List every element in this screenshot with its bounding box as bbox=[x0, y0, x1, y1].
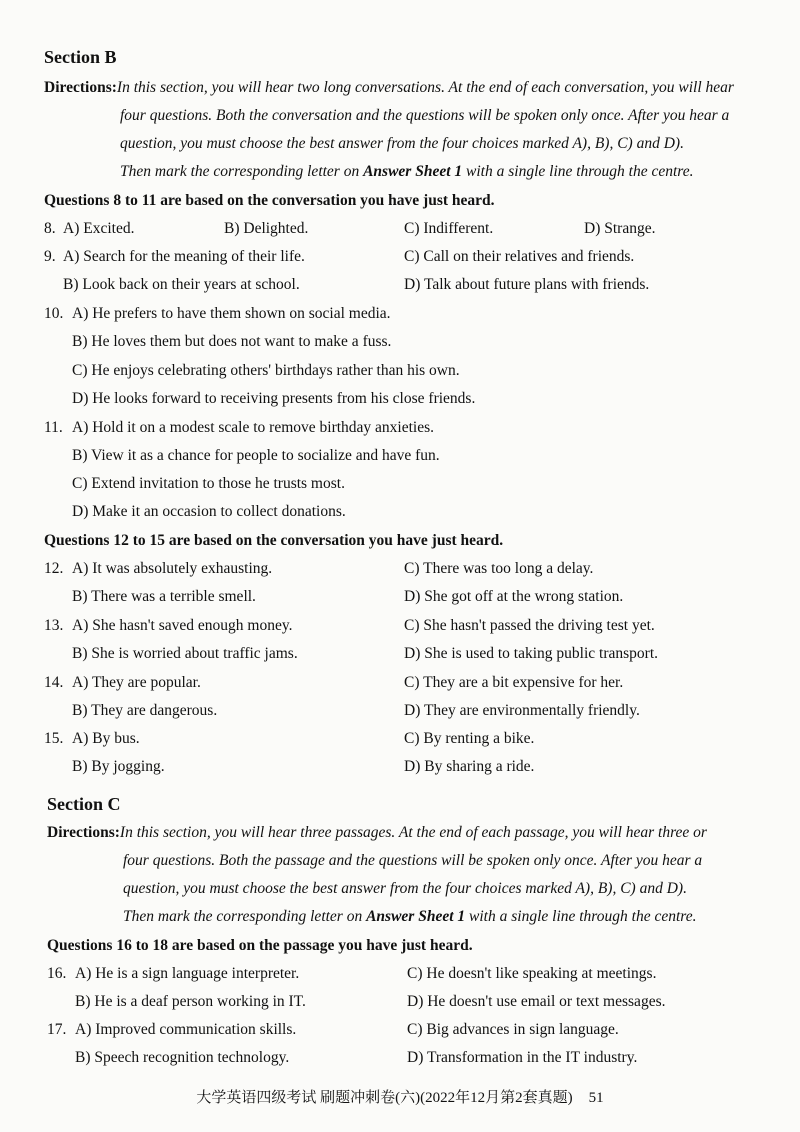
question-16-option-b: B) He is a deaf person working in IT. bbox=[75, 993, 306, 1010]
question-11-option-a: A) Hold it on a modest scale to remove birthday anxieties. bbox=[72, 419, 435, 436]
section-b-directions-line3: question, you must choose the best answer from the four choices marked A), B), C) and D). bbox=[120, 135, 684, 152]
question-9-option-c: C) Call on their relatives and friends. bbox=[404, 248, 635, 265]
question-14-option-c: C) They are a bit expensive for her. bbox=[404, 674, 624, 691]
section-b-directions-line4 bbox=[120, 162, 693, 182]
section-c-directions-line1 bbox=[47, 823, 707, 843]
question-8-option-c: C) Indifferent. bbox=[404, 220, 494, 237]
question-8-option-d: D) Strange. bbox=[584, 220, 656, 237]
question-15-number: 15. bbox=[44, 730, 64, 747]
question-12-option-c: C) There was too long a delay. bbox=[404, 560, 594, 577]
question-13-option-c: C) She hasn't passed the driving test yet. bbox=[404, 617, 655, 634]
section-c-directions-line2: four questions. Both the passage and the questions will be spoken only once. After you hear a bbox=[123, 852, 703, 869]
question-11-option-c: C) Extend invitation to those he trusts most. bbox=[72, 475, 345, 492]
question-10-option-c: C) He enjoys celebrating others' birthdays rather than his own. bbox=[72, 362, 460, 379]
directions-text: In this section, you will hear three passages. At the end of each passage, you will hear three or bbox=[119, 824, 707, 841]
question-12-number: 12. bbox=[44, 560, 64, 577]
directions-text: In this section, you will hear two long conversations. At the end of each conversation, you will hear bbox=[116, 79, 734, 96]
question-8-option-b: B) Delighted. bbox=[224, 220, 309, 237]
question-13-option-a: A) She hasn't saved enough money. bbox=[72, 617, 293, 634]
question-12-option-a: A) It was absolutely exhausting. bbox=[72, 560, 273, 577]
section-c-directions-line3: question, you must choose the best answer from the four choices marked A), B), C) and D). bbox=[123, 880, 687, 897]
directions-text: Then mark the corresponding letter on bbox=[120, 163, 364, 180]
question-10-option-a: A) He prefers to have them shown on social media. bbox=[72, 305, 391, 322]
question-8-option-a: A) Excited. bbox=[63, 220, 135, 237]
answer-sheet-ref: Answer Sheet 1 bbox=[363, 163, 463, 180]
question-15-option-c: C) By renting a bike. bbox=[404, 730, 535, 747]
question-9-option-d: D) Talk about future plans with friends. bbox=[404, 276, 650, 293]
question-14-option-a: A) They are popular. bbox=[72, 674, 201, 691]
question-13-number: 13. bbox=[44, 617, 64, 634]
page-footer bbox=[0, 1086, 800, 1107]
section-b-heading: Section B bbox=[44, 47, 117, 67]
questions-16-18-header: Questions 16 to 18 are based on the passage you have just heard. bbox=[47, 937, 473, 954]
question-17-option-a: A) Improved communication skills. bbox=[75, 1021, 297, 1038]
question-10-option-b: B) He loves them but does not want to make a fuss. bbox=[72, 333, 392, 350]
questions-12-15-header: Questions 12 to 15 are based on the conversation you have just heard. bbox=[44, 532, 504, 549]
question-17-option-b: B) Speech recognition technology. bbox=[75, 1049, 290, 1066]
question-17-option-d: D) Transformation in the IT industry. bbox=[407, 1049, 638, 1066]
directions-text: with a single line through the centre. bbox=[465, 908, 697, 925]
question-15-option-a: A) By bus. bbox=[72, 730, 140, 747]
question-10-option-d: D) He looks forward to receiving presents from his close friends. bbox=[72, 390, 476, 407]
question-11-option-d: D) Make it an occasion to collect donations. bbox=[72, 503, 346, 520]
directions-label: Directions: bbox=[44, 79, 117, 96]
question-17-option-c: C) Big advances in sign language. bbox=[407, 1021, 619, 1038]
question-8-number: 8. bbox=[44, 220, 56, 237]
question-12-option-b: B) There was a terrible smell. bbox=[72, 588, 256, 605]
question-16-number: 16. bbox=[47, 965, 67, 982]
question-13-option-b: B) She is worried about traffic jams. bbox=[72, 645, 298, 662]
question-9-option-a: A) Search for the meaning of their life. bbox=[63, 248, 305, 265]
question-16-option-c: C) He doesn't like speaking at meetings. bbox=[407, 965, 657, 982]
question-17-number: 17. bbox=[47, 1021, 67, 1038]
section-c-heading: Section C bbox=[47, 794, 121, 814]
question-15-option-b: B) By jogging. bbox=[72, 758, 165, 775]
questions-8-11-header: Questions 8 to 11 are based on the conversation you have just heard. bbox=[44, 192, 495, 209]
directions-text: Then mark the corresponding letter on bbox=[123, 908, 367, 925]
section-b-directions-line1 bbox=[44, 78, 734, 98]
footer-title: 大学英语四级考试 刷题冲刺卷(六)(2022年12月第2套真题) bbox=[196, 1090, 573, 1106]
section-b-directions-line2: four questions. Both the conversation and the questions will be spoken only once. After you hear a bbox=[120, 107, 730, 124]
question-11-number: 11. bbox=[44, 419, 63, 436]
question-15-option-d: D) By sharing a ride. bbox=[404, 758, 535, 775]
question-9-number: 9. bbox=[44, 248, 56, 265]
question-9-option-b: B) Look back on their years at school. bbox=[63, 276, 300, 293]
directions-text: with a single line through the centre. bbox=[462, 163, 694, 180]
question-16-option-d: D) He doesn't use email or text messages. bbox=[407, 993, 666, 1010]
question-11-option-b: B) View it as a chance for people to socialize and have fun. bbox=[72, 447, 440, 464]
answer-sheet-ref: Answer Sheet 1 bbox=[366, 908, 466, 925]
section-c-directions-line4 bbox=[123, 907, 696, 927]
question-14-option-b: B) They are dangerous. bbox=[72, 702, 218, 719]
question-14-option-d: D) They are environmentally friendly. bbox=[404, 702, 640, 719]
question-13-option-d: D) She is used to taking public transport. bbox=[404, 645, 658, 662]
page-number: 51 bbox=[588, 1090, 604, 1106]
question-12-option-d: D) She got off at the wrong station. bbox=[404, 588, 624, 605]
question-16-option-a: A) He is a sign language interpreter. bbox=[75, 965, 300, 982]
question-10-number: 10. bbox=[44, 305, 64, 322]
question-14-number: 14. bbox=[44, 674, 64, 691]
directions-label: Directions: bbox=[47, 824, 120, 841]
